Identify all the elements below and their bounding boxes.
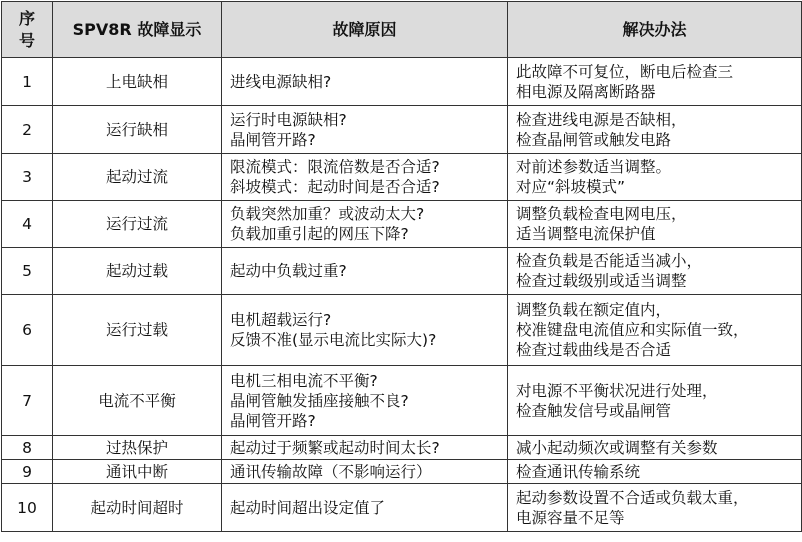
row-number-cell: 2 — [2, 106, 53, 154]
table-row — [2, 484, 802, 532]
fault-cause-cell — [222, 436, 508, 460]
fault-cause-cell — [222, 366, 508, 436]
table-row — [2, 248, 802, 295]
solution-line: 对电源不平衡状况进行处理， — [516, 381, 718, 400]
solution-line: 检查触发信号或晶闸管 — [516, 401, 672, 420]
table-header-row — [2, 2, 802, 58]
fault-cause-cell — [222, 154, 508, 201]
row-number-cell: 1 — [2, 58, 53, 106]
fault-display-cell: 起动时间超时 — [53, 484, 222, 532]
fault-cause-line: 电机超载运行? — [230, 311, 332, 329]
solution-cell — [508, 436, 802, 460]
fault-display-cell: 通讯中断 — [53, 460, 222, 484]
fault-display-cell: 运行缺相 — [53, 106, 222, 154]
solution-line: 起动参数设置不合适或负载太重， — [516, 488, 749, 507]
row-number-cell: 3 — [2, 154, 53, 201]
header-fault: SPV8R 故障显示 — [53, 2, 222, 58]
fault-cause-line: 通讯传输故障（不影响运行） — [230, 462, 432, 481]
fault-cause-line: 起动过于频繁或起动时间太长? — [230, 438, 440, 457]
solution-cell — [508, 484, 802, 532]
fault-cause-line: 斜坡模式：起动时间是否合适? — [230, 178, 440, 196]
fault-cause-line: 限流模式：限流倍数是否合适? — [230, 158, 440, 176]
solution-line: 对前述参数适当调整。 — [516, 158, 672, 176]
solution-line: 检查晶闸管或触发电路 — [516, 130, 672, 149]
solution-line: 适当调整电流保护值 — [516, 225, 656, 243]
solution-line: 检查进线电源是否缺相， — [516, 110, 687, 129]
fault-cause-line: 负载突然加重？或波动太大? — [230, 205, 425, 223]
solution-cell — [508, 154, 802, 201]
fault-display-cell: 运行过流 — [53, 201, 222, 248]
solution-cell — [508, 106, 802, 154]
header-no-line1: 序 — [18, 8, 35, 28]
fault-cause-line: 电机三相电流不平衡? — [230, 371, 378, 390]
row-number-cell: 10 — [2, 484, 53, 532]
solution-line: 电源容量不足等 — [516, 508, 625, 527]
solution-cell — [508, 295, 802, 366]
table-row — [2, 106, 802, 154]
fault-cause-cell — [222, 58, 508, 106]
table-row — [2, 366, 802, 436]
table-row — [2, 154, 802, 201]
header-cause: 故障原因 — [222, 2, 508, 58]
fault-cause-cell — [222, 460, 508, 484]
fault-cause-line: 晶闸管开路? — [230, 411, 316, 430]
solution-line: 检查过载曲线是否合适 — [516, 341, 672, 359]
fault-cause-line: 晶闸管触发插座接触不良? — [230, 391, 409, 410]
solution-cell — [508, 460, 802, 484]
row-number-cell: 5 — [2, 248, 53, 295]
fault-cause-cell — [222, 201, 508, 248]
solution-line: 检查通讯传输系统 — [516, 462, 641, 481]
fault-cause-line: 起动时间超出设定值了 — [230, 498, 386, 517]
fault-display-cell: 起动过流 — [53, 154, 222, 201]
fault-table — [1, 1, 802, 532]
row-number-cell: 6 — [2, 295, 53, 366]
table-body — [2, 58, 802, 532]
solution-line: 此故障不可复位，断电后检查三 — [516, 62, 734, 81]
solution-cell — [508, 58, 802, 106]
fault-cause-cell — [222, 248, 508, 295]
solution-cell — [508, 366, 802, 436]
table-row — [2, 201, 802, 248]
solution-cell — [508, 201, 802, 248]
table-row — [2, 460, 802, 484]
solution-line: 检查负载是否能适当减小， — [516, 252, 703, 270]
fault-cause-line: 晶闸管开路? — [230, 130, 316, 149]
fault-cause-cell — [222, 106, 508, 154]
solution-line: 减小起动频次或调整有关参数 — [516, 438, 718, 457]
solution-line: 检查过载级别或适当调整 — [516, 272, 687, 290]
fault-display-cell: 过热保护 — [53, 436, 222, 460]
row-number-cell: 4 — [2, 201, 53, 248]
solution-line: 对应“斜坡模式” — [516, 178, 626, 196]
table-row — [2, 58, 802, 106]
table-row — [2, 436, 802, 460]
fault-cause-line: 进线电源缺相? — [230, 72, 332, 91]
fault-cause-line: 负载加重引起的网压下降? — [230, 225, 409, 243]
fault-display-cell: 起动过载 — [53, 248, 222, 295]
fault-cause-line: 运行时电源缺相? — [230, 110, 347, 129]
header-no-line2: 号 — [18, 30, 35, 50]
table-row — [2, 295, 802, 366]
solution-line: 调整负载检查电网电压， — [516, 205, 687, 223]
header-solution: 解决办法 — [508, 2, 802, 58]
solution-line: 校准键盘电流值应和实际值一致， — [516, 321, 749, 339]
row-number-cell: 9 — [2, 460, 53, 484]
solution-cell — [508, 248, 802, 295]
fault-cause-cell — [222, 295, 508, 366]
fault-cause-cell — [222, 484, 508, 532]
row-number-cell: 7 — [2, 366, 53, 436]
fault-display-cell: 电流不平衡 — [53, 366, 222, 436]
solution-line: 相电源及隔离断路器 — [516, 82, 656, 101]
fault-cause-line: 反馈不准(显示电流比实际大)? — [230, 331, 437, 349]
fault-display-cell: 运行过载 — [53, 295, 222, 366]
fault-display-cell: 上电缺相 — [53, 58, 222, 106]
row-number-cell: 8 — [2, 436, 53, 460]
fault-cause-line: 起动中负载过重? — [230, 262, 347, 280]
solution-line: 调整负载在额定值内， — [516, 301, 672, 319]
header-no — [2, 2, 53, 58]
